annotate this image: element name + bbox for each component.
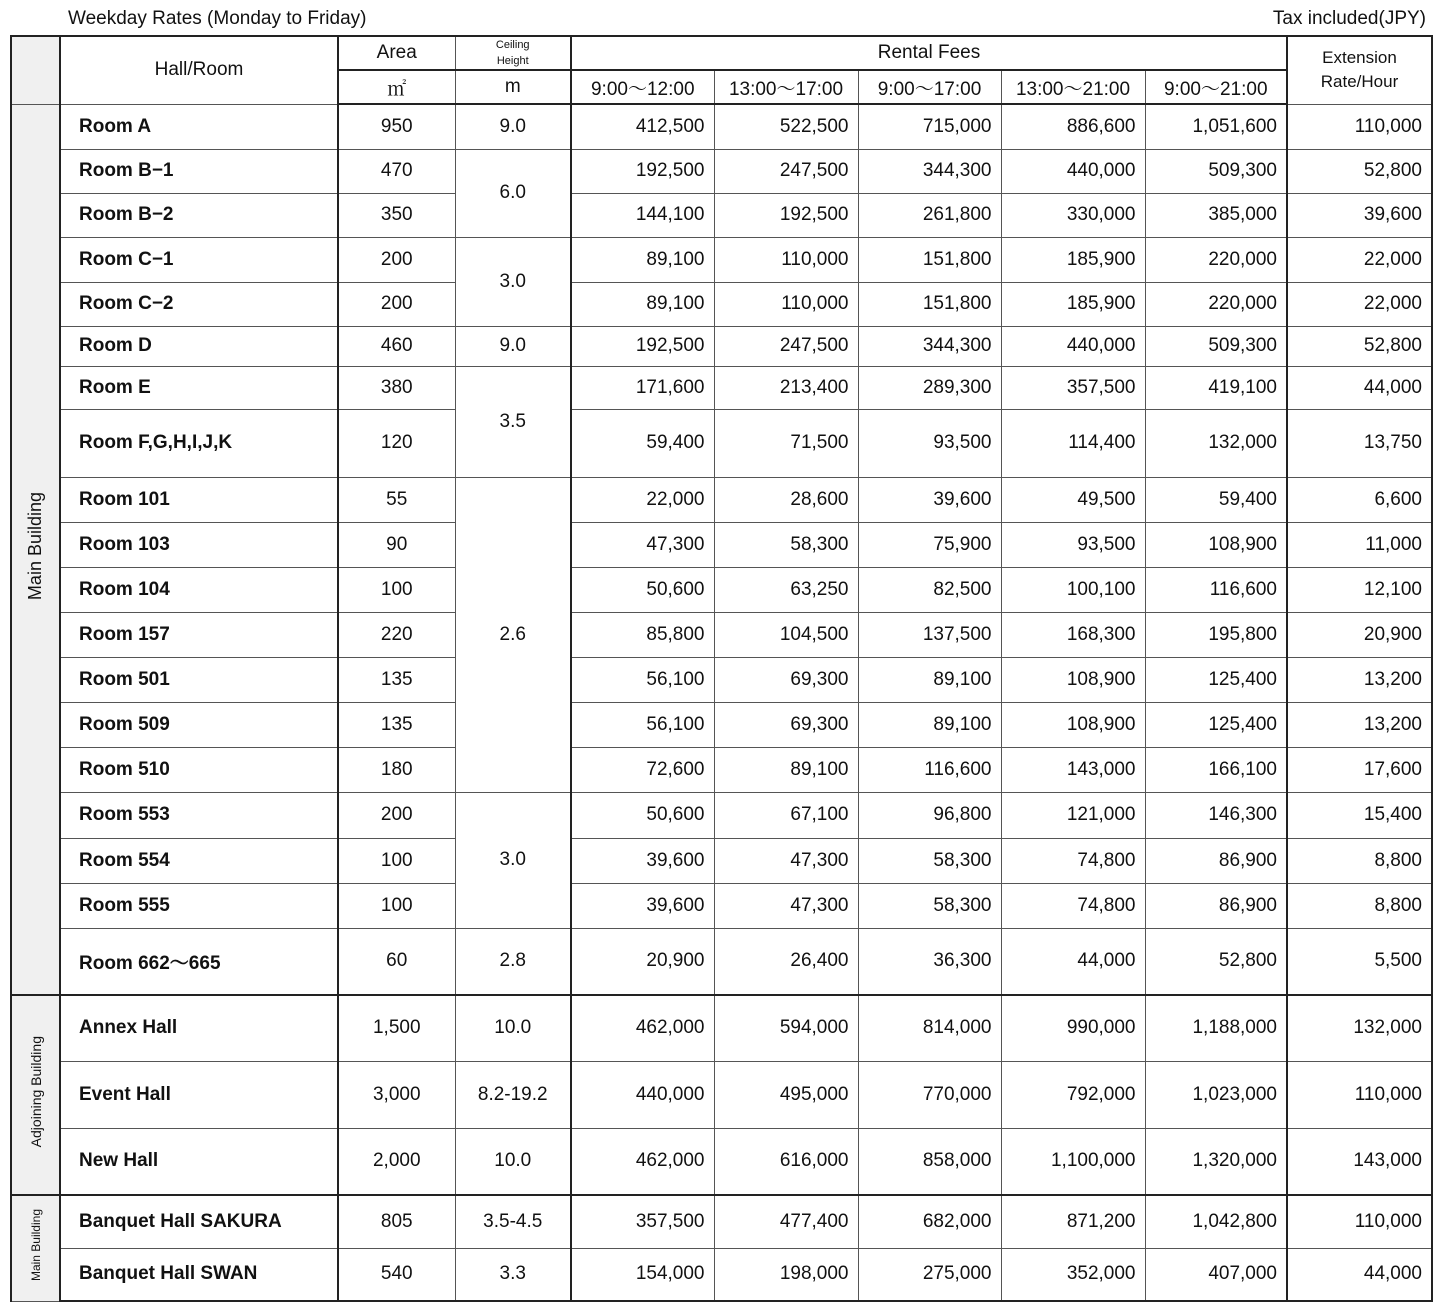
table-row xyxy=(11,149,1432,193)
room-name: Room 101 xyxy=(60,477,338,522)
table-row xyxy=(11,1128,1432,1195)
fee-cell: 247,500 xyxy=(714,149,858,193)
extension-cell: 20,900 xyxy=(1287,612,1432,657)
fee-cell: 462,000 xyxy=(571,995,714,1061)
extension-cell: 52,800 xyxy=(1287,149,1432,193)
room-name: Banquet Hall SAKURA xyxy=(60,1195,338,1248)
ceiling-cell: 2.8 xyxy=(455,928,571,995)
fee-cell: 1,188,000 xyxy=(1145,995,1287,1061)
room-name: New Hall xyxy=(60,1128,338,1195)
fee-cell: 682,000 xyxy=(858,1195,1001,1248)
fee-cell: 412,500 xyxy=(571,104,714,149)
extension-cell: 13,750 xyxy=(1287,409,1432,477)
room-name: Room 501 xyxy=(60,657,338,702)
ceiling-cell: 10.0 xyxy=(455,995,571,1061)
extension-cell: 6,600 xyxy=(1287,477,1432,522)
fee-cell: 168,300 xyxy=(1001,612,1145,657)
fee-cell: 858,000 xyxy=(858,1128,1001,1195)
fee-cell: 715,000 xyxy=(858,104,1001,149)
area-cell: 55 xyxy=(338,477,455,522)
fee-cell: 56,100 xyxy=(571,702,714,747)
fee-cell: 886,600 xyxy=(1001,104,1145,149)
fee-cell: 792,000 xyxy=(1001,1061,1145,1128)
extension-cell: 15,400 xyxy=(1287,792,1432,838)
fee-cell: 1,320,000 xyxy=(1145,1128,1287,1195)
extension-cell: 44,000 xyxy=(1287,1248,1432,1301)
ceiling-cell: 3.3 xyxy=(455,1248,571,1301)
fee-cell: 220,000 xyxy=(1145,237,1287,282)
area-cell: 135 xyxy=(338,657,455,702)
table-row xyxy=(11,104,1432,149)
fee-cell: 261,800 xyxy=(858,193,1001,237)
building-label-text: Main Building xyxy=(25,492,45,601)
area-cell: 1,500 xyxy=(338,995,455,1061)
fee-cell: 143,000 xyxy=(1001,747,1145,792)
area-cell: 200 xyxy=(338,792,455,838)
table-row xyxy=(11,237,1432,282)
header-slot: 9:00～21:00 xyxy=(1145,70,1287,104)
table-row xyxy=(11,657,1432,702)
fee-cell: 125,400 xyxy=(1145,702,1287,747)
extension-cell: 110,000 xyxy=(1287,104,1432,149)
room-name: Room A xyxy=(60,104,338,149)
tax-note: Tax included(JPY) xyxy=(1272,8,1426,29)
extension-cell: 8,800 xyxy=(1287,883,1432,928)
corner-cell xyxy=(11,36,60,104)
table-row xyxy=(11,747,1432,792)
fee-cell: 39,600 xyxy=(858,477,1001,522)
table-row xyxy=(11,1195,1432,1248)
fee-cell: 36,300 xyxy=(858,928,1001,995)
fee-cell: 89,100 xyxy=(571,282,714,326)
fee-cell: 352,000 xyxy=(1001,1248,1145,1301)
fee-cell: 594,000 xyxy=(714,995,858,1061)
fee-cell: 71,500 xyxy=(714,409,858,477)
fee-cell: 137,500 xyxy=(858,612,1001,657)
rates-table xyxy=(10,35,1433,1302)
header-slot: 9:00～17:00 xyxy=(858,70,1001,104)
area-cell: 220 xyxy=(338,612,455,657)
extension-cell: 39,600 xyxy=(1287,193,1432,237)
fee-cell: 72,600 xyxy=(571,747,714,792)
area-cell: 120 xyxy=(338,409,455,477)
fee-cell: 86,900 xyxy=(1145,883,1287,928)
room-name: Banquet Hall SWAN xyxy=(60,1248,338,1301)
header-extension-line1: Extension xyxy=(1322,48,1397,68)
fee-cell: 69,300 xyxy=(714,702,858,747)
fee-cell: 20,900 xyxy=(571,928,714,995)
fee-cell: 192,500 xyxy=(571,149,714,193)
area-cell: 805 xyxy=(338,1195,455,1248)
fee-cell: 26,400 xyxy=(714,928,858,995)
fee-cell: 213,400 xyxy=(714,366,858,409)
fee-cell: 198,000 xyxy=(714,1248,858,1301)
fee-cell: 166,100 xyxy=(1145,747,1287,792)
room-name: Room C−1 xyxy=(60,237,338,282)
extension-cell: 17,600 xyxy=(1287,747,1432,792)
room-name: Room B−2 xyxy=(60,193,338,237)
extension-cell: 143,000 xyxy=(1287,1128,1432,1195)
room-name: Room B−1 xyxy=(60,149,338,193)
fee-cell: 289,300 xyxy=(858,366,1001,409)
ceiling-cell: 9.0 xyxy=(455,104,571,149)
fee-cell: 407,000 xyxy=(1145,1248,1287,1301)
fee-cell: 58,300 xyxy=(714,522,858,567)
fee-cell: 1,042,800 xyxy=(1145,1195,1287,1248)
ceiling-cell: 2.6 xyxy=(455,477,571,792)
fee-cell: 419,100 xyxy=(1145,366,1287,409)
fee-cell: 96,800 xyxy=(858,792,1001,838)
fee-cell: 108,900 xyxy=(1145,522,1287,567)
fee-cell: 104,500 xyxy=(714,612,858,657)
room-name: Room 662～665 xyxy=(60,928,338,995)
header-extension xyxy=(1287,36,1432,104)
table-row xyxy=(11,1248,1432,1301)
building-label-text: Main Building xyxy=(28,1209,43,1282)
fee-cell: 125,400 xyxy=(1145,657,1287,702)
fee-cell: 275,000 xyxy=(858,1248,1001,1301)
fee-cell: 151,800 xyxy=(858,282,1001,326)
room-name: Room C−2 xyxy=(60,282,338,326)
fee-cell: 151,800 xyxy=(858,237,1001,282)
fee-cell: 59,400 xyxy=(571,409,714,477)
fee-cell: 47,300 xyxy=(571,522,714,567)
room-name: Room 509 xyxy=(60,702,338,747)
fee-cell: 39,600 xyxy=(571,883,714,928)
room-name: Room F,G,H,I,J,K xyxy=(60,409,338,477)
table-row xyxy=(11,1061,1432,1128)
table-row xyxy=(11,838,1432,883)
fee-cell: 440,000 xyxy=(1001,326,1145,366)
table-row xyxy=(11,567,1432,612)
table-row xyxy=(11,366,1432,409)
building-label-text: Adjoining Building xyxy=(27,1036,44,1148)
fee-cell: 477,400 xyxy=(714,1195,858,1248)
header-slot: 13:00～21:00 xyxy=(1001,70,1145,104)
fee-cell: 185,900 xyxy=(1001,282,1145,326)
fee-cell: 28,600 xyxy=(714,477,858,522)
room-name: Room 555 xyxy=(60,883,338,928)
table-row xyxy=(11,792,1432,838)
table-title: Weekday Rates (Monday to Friday) xyxy=(68,8,367,29)
header-area: Area xyxy=(338,36,455,70)
fee-cell: 114,400 xyxy=(1001,409,1145,477)
fee-cell: 871,200 xyxy=(1001,1195,1145,1248)
extension-cell: 22,000 xyxy=(1287,282,1432,326)
fee-cell: 192,500 xyxy=(571,326,714,366)
fee-cell: 89,100 xyxy=(714,747,858,792)
extension-cell: 12,100 xyxy=(1287,567,1432,612)
fee-cell: 121,000 xyxy=(1001,792,1145,838)
room-name: Room 553 xyxy=(60,792,338,838)
extension-cell: 132,000 xyxy=(1287,995,1432,1061)
rates-body xyxy=(11,104,1432,1301)
fee-cell: 357,500 xyxy=(1001,366,1145,409)
fee-cell: 93,500 xyxy=(1001,522,1145,567)
fee-cell: 344,300 xyxy=(858,326,1001,366)
fee-cell: 47,300 xyxy=(714,838,858,883)
room-name: Room 510 xyxy=(60,747,338,792)
fee-cell: 110,000 xyxy=(714,282,858,326)
header-area-unit: ㎡ xyxy=(338,70,455,104)
area-cell: 200 xyxy=(338,237,455,282)
fee-cell: 85,800 xyxy=(571,612,714,657)
table-row xyxy=(11,326,1432,366)
ceiling-cell: 3.5-4.5 xyxy=(455,1195,571,1248)
room-name: Room E xyxy=(60,366,338,409)
extension-cell: 44,000 xyxy=(1287,366,1432,409)
fee-cell: 220,000 xyxy=(1145,282,1287,326)
ceiling-cell: 6.0 xyxy=(455,149,571,237)
table-row xyxy=(11,995,1432,1061)
area-cell: 470 xyxy=(338,149,455,193)
ceiling-cell: 9.0 xyxy=(455,326,571,366)
fee-cell: 108,900 xyxy=(1001,702,1145,747)
fee-cell: 344,300 xyxy=(858,149,1001,193)
fee-cell: 110,000 xyxy=(714,237,858,282)
fee-cell: 89,100 xyxy=(858,702,1001,747)
fee-cell: 22,000 xyxy=(571,477,714,522)
building-label xyxy=(11,995,60,1195)
fee-cell: 144,100 xyxy=(571,193,714,237)
room-name: Room 554 xyxy=(60,838,338,883)
table-row xyxy=(11,612,1432,657)
ceiling-cell: 10.0 xyxy=(455,1128,571,1195)
fee-cell: 522,500 xyxy=(714,104,858,149)
fee-cell: 440,000 xyxy=(571,1061,714,1128)
fee-cell: 93,500 xyxy=(858,409,1001,477)
fee-cell: 44,000 xyxy=(1001,928,1145,995)
fee-cell: 185,900 xyxy=(1001,237,1145,282)
header-ceiling-line1: Ceiling xyxy=(495,39,530,51)
fee-cell: 192,500 xyxy=(714,193,858,237)
fee-cell: 1,100,000 xyxy=(1001,1128,1145,1195)
fee-cell: 56,100 xyxy=(571,657,714,702)
area-cell: 180 xyxy=(338,747,455,792)
table-row xyxy=(11,409,1432,477)
fee-cell: 49,500 xyxy=(1001,477,1145,522)
fee-cell: 1,023,000 xyxy=(1145,1061,1287,1128)
fee-cell: 82,500 xyxy=(858,567,1001,612)
ceiling-cell: 8.2-19.2 xyxy=(455,1061,571,1128)
room-name: Room 157 xyxy=(60,612,338,657)
table-row xyxy=(11,477,1432,522)
header-hall-room: Hall/Room xyxy=(60,36,338,104)
fee-cell: 116,600 xyxy=(858,747,1001,792)
room-name: Annex Hall xyxy=(60,995,338,1061)
header-extension-line2: Rate/Hour xyxy=(1320,72,1399,92)
area-cell: 2,000 xyxy=(338,1128,455,1195)
fee-cell: 195,800 xyxy=(1145,612,1287,657)
fee-cell: 59,400 xyxy=(1145,477,1287,522)
fee-cell: 63,250 xyxy=(714,567,858,612)
extension-cell: 22,000 xyxy=(1287,237,1432,282)
extension-cell: 8,800 xyxy=(1287,838,1432,883)
fee-cell: 89,100 xyxy=(858,657,1001,702)
table-row xyxy=(11,193,1432,237)
area-cell: 3,000 xyxy=(338,1061,455,1128)
header-ceiling xyxy=(455,36,571,70)
area-cell: 60 xyxy=(338,928,455,995)
room-name: Event Hall xyxy=(60,1061,338,1128)
area-cell: 100 xyxy=(338,567,455,612)
fee-cell: 814,000 xyxy=(858,995,1001,1061)
header-slot: 9:00～12:00 xyxy=(571,70,714,104)
fee-cell: 74,800 xyxy=(1001,838,1145,883)
fee-cell: 385,000 xyxy=(1145,193,1287,237)
fee-cell: 89,100 xyxy=(571,237,714,282)
extension-cell: 52,800 xyxy=(1287,326,1432,366)
header-slot: 13:00～17:00 xyxy=(714,70,858,104)
room-name: Room 104 xyxy=(60,567,338,612)
table-row xyxy=(11,702,1432,747)
fee-cell: 116,600 xyxy=(1145,567,1287,612)
fee-cell: 86,900 xyxy=(1145,838,1287,883)
fee-cell: 39,600 xyxy=(571,838,714,883)
fee-cell: 770,000 xyxy=(858,1061,1001,1128)
fee-cell: 50,600 xyxy=(571,567,714,612)
extension-cell: 5,500 xyxy=(1287,928,1432,995)
fee-cell: 330,000 xyxy=(1001,193,1145,237)
area-cell: 200 xyxy=(338,282,455,326)
room-name: Room D xyxy=(60,326,338,366)
area-cell: 380 xyxy=(338,366,455,409)
extension-cell: 11,000 xyxy=(1287,522,1432,567)
fee-cell: 108,900 xyxy=(1001,657,1145,702)
fee-cell: 58,300 xyxy=(858,883,1001,928)
extension-cell: 13,200 xyxy=(1287,702,1432,747)
area-cell: 135 xyxy=(338,702,455,747)
table-row xyxy=(11,883,1432,928)
fee-cell: 509,300 xyxy=(1145,326,1287,366)
header-rental-fees: Rental Fees xyxy=(571,36,1287,70)
area-cell: 100 xyxy=(338,838,455,883)
fee-cell: 74,800 xyxy=(1001,883,1145,928)
fee-cell: 50,600 xyxy=(571,792,714,838)
ceiling-cell: 3.5 xyxy=(455,366,571,477)
extension-cell: 110,000 xyxy=(1287,1195,1432,1248)
fee-cell: 171,600 xyxy=(571,366,714,409)
fee-cell: 247,500 xyxy=(714,326,858,366)
area-cell: 350 xyxy=(338,193,455,237)
table-row xyxy=(11,282,1432,326)
fee-cell: 154,000 xyxy=(571,1248,714,1301)
building-label xyxy=(11,1195,60,1301)
header-ceiling-unit: m xyxy=(455,70,571,104)
fee-cell: 67,100 xyxy=(714,792,858,838)
fee-cell: 69,300 xyxy=(714,657,858,702)
ceiling-cell: 3.0 xyxy=(455,237,571,326)
fee-cell: 440,000 xyxy=(1001,149,1145,193)
area-cell: 540 xyxy=(338,1248,455,1301)
extension-cell: 13,200 xyxy=(1287,657,1432,702)
fee-cell: 58,300 xyxy=(858,838,1001,883)
fee-cell: 357,500 xyxy=(571,1195,714,1248)
fee-cell: 100,100 xyxy=(1001,567,1145,612)
header-ceiling-line2: Height xyxy=(496,55,529,67)
fee-cell: 52,800 xyxy=(1145,928,1287,995)
fee-cell: 990,000 xyxy=(1001,995,1145,1061)
area-cell: 90 xyxy=(338,522,455,567)
fee-cell: 1,051,600 xyxy=(1145,104,1287,149)
table-row xyxy=(11,928,1432,995)
room-name: Room 103 xyxy=(60,522,338,567)
fee-cell: 495,000 xyxy=(714,1061,858,1128)
area-cell: 950 xyxy=(338,104,455,149)
table-row xyxy=(11,522,1432,567)
fee-cell: 146,300 xyxy=(1145,792,1287,838)
fee-cell: 47,300 xyxy=(714,883,858,928)
ceiling-cell: 3.0 xyxy=(455,792,571,928)
fee-cell: 616,000 xyxy=(714,1128,858,1195)
fee-cell: 462,000 xyxy=(571,1128,714,1195)
building-label xyxy=(11,104,60,995)
area-cell: 460 xyxy=(338,326,455,366)
area-cell: 100 xyxy=(338,883,455,928)
fee-cell: 75,900 xyxy=(858,522,1001,567)
fee-cell: 509,300 xyxy=(1145,149,1287,193)
fee-cell: 132,000 xyxy=(1145,409,1287,477)
extension-cell: 110,000 xyxy=(1287,1061,1432,1128)
